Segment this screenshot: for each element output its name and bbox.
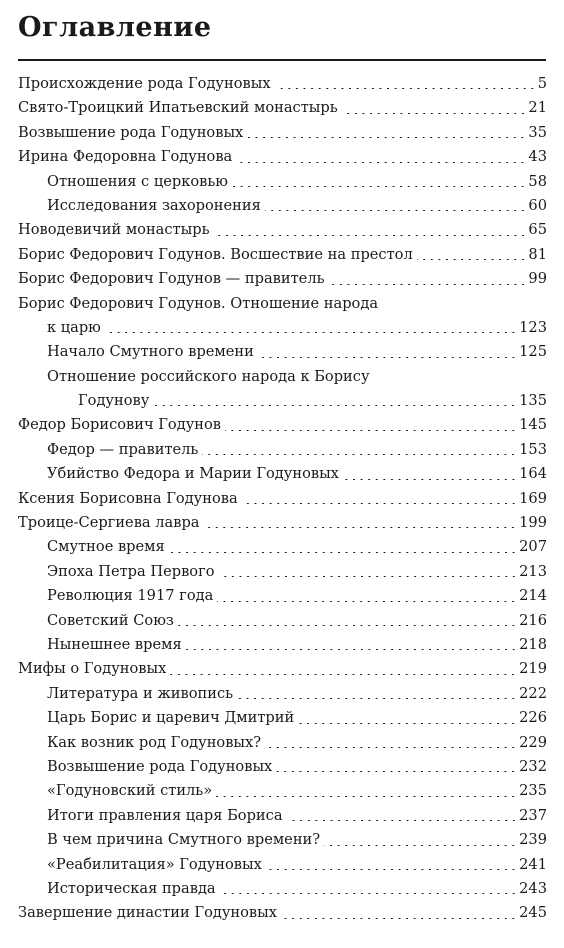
toc-entry-title: Борис Федорович Годунов. Восшествие на престол xyxy=(18,245,413,263)
toc-entry[interactable] xyxy=(18,413,547,437)
toc-subentry[interactable] xyxy=(18,535,547,559)
toc-entry[interactable] xyxy=(18,96,547,120)
dot-leader xyxy=(153,405,517,406)
toc-entry-page: 245 xyxy=(519,904,547,922)
dot-leader xyxy=(202,454,517,455)
toc-entry-title: Убийство Федора и Марии Годуновых xyxy=(47,465,339,483)
toc-entry-title: Возвышение рода Годуновых xyxy=(18,123,244,141)
toc-entry-page: 21 xyxy=(528,99,547,117)
toc-subentry[interactable] xyxy=(18,633,547,657)
toc-subentry[interactable] xyxy=(18,804,547,828)
dot-leader xyxy=(216,796,517,797)
toc-entry-page: 207 xyxy=(519,538,547,556)
toc-subentry[interactable] xyxy=(18,194,547,218)
dot-leader xyxy=(417,259,527,260)
dot-leader xyxy=(266,869,517,870)
toc-entry-title: Эпоха Петра Первого xyxy=(47,562,215,580)
toc-entry-page: 218 xyxy=(519,635,547,653)
dot-leader xyxy=(237,698,517,699)
toc-entry-title: Свято-Троицкий Ипатьевский монастырь xyxy=(18,99,338,117)
toc-entry-page: 199 xyxy=(519,514,547,532)
toc-subentry[interactable] xyxy=(18,584,547,608)
toc-entry-title: Советский Союз xyxy=(47,611,174,629)
dot-leader xyxy=(275,88,536,89)
toc-entry-page: 43 xyxy=(528,148,547,166)
dot-leader xyxy=(258,357,517,358)
toc-entry-title: Начало Смутного времени xyxy=(47,343,254,361)
dot-leader xyxy=(232,186,526,187)
toc-subentry[interactable] xyxy=(18,731,547,755)
toc-entry[interactable] xyxy=(18,657,547,681)
toc-entry-title: В чем причина Смутного времени? xyxy=(47,831,321,849)
dot-leader xyxy=(170,674,517,675)
toc-entry-title: Федор — правитель xyxy=(47,440,199,458)
toc-entry-title: Происхождение рода Годуновых xyxy=(18,75,271,92)
toc-subentry[interactable] xyxy=(18,779,547,803)
dot-leader xyxy=(169,552,517,553)
dot-leader xyxy=(236,162,526,163)
toc-entry-page: 226 xyxy=(519,709,547,727)
toc-entry-page: 65 xyxy=(528,221,547,239)
dot-leader xyxy=(178,625,517,626)
toc-entry[interactable] xyxy=(18,218,547,242)
toc-entry[interactable] xyxy=(18,121,547,145)
title-rule xyxy=(18,59,546,61)
toc-entry-title: Троице-Сергиева лавра xyxy=(18,514,200,532)
dot-leader xyxy=(298,723,517,724)
toc-entry-title: «Реабилитация» Годуновых xyxy=(47,855,262,873)
toc-entry-page: 99 xyxy=(528,270,547,288)
toc-entry-page: 145 xyxy=(519,416,547,434)
toc-entry-title: Как возник род Годуновых? xyxy=(47,733,262,751)
dot-leader xyxy=(225,430,517,431)
toc-entry-page: 213 xyxy=(519,562,547,580)
toc-subentry[interactable] xyxy=(18,877,547,901)
toc-entry-page: 58 xyxy=(528,172,547,190)
toc-entry-page: 237 xyxy=(519,806,547,824)
dot-leader xyxy=(265,747,517,748)
dot-leader xyxy=(219,576,518,577)
toc-entry-title: Революция 1917 года xyxy=(47,587,214,605)
toc-entry-title: Ксения Борисовна Годунова xyxy=(18,489,238,507)
toc-entry-page: 35 xyxy=(528,123,547,141)
toc-entry-title: Федор Борисович Годунов xyxy=(18,416,222,434)
toc-entry[interactable] xyxy=(18,487,547,511)
page-title: Оглавление xyxy=(18,12,212,43)
toc-subentry[interactable] xyxy=(18,609,547,633)
toc-entry[interactable] xyxy=(18,145,547,169)
toc-entry-title: Литература и живопись xyxy=(47,684,234,702)
toc-entry-title-continuation: к царю xyxy=(47,318,101,336)
dot-leader xyxy=(105,332,517,333)
toc-entry-title: Царь Борис и царевич Дмитрий xyxy=(47,709,295,727)
toc-entry-title: Возвышение рода Годуновых xyxy=(47,757,273,775)
toc-entry-page: 169 xyxy=(519,489,547,507)
toc-entry[interactable] xyxy=(18,72,547,96)
toc-entry-continuation[interactable] xyxy=(18,316,547,340)
toc-entry-page: 5 xyxy=(537,75,547,92)
dot-leader xyxy=(281,918,517,919)
toc-entry-page: 241 xyxy=(519,855,547,873)
toc-subentry-continuation[interactable] xyxy=(18,389,547,413)
toc-entry-page: 219 xyxy=(519,660,547,678)
toc-entry-title: Отношения с церковью xyxy=(47,172,229,190)
toc-entry[interactable] xyxy=(18,511,547,535)
toc-entry-page: 125 xyxy=(519,343,547,361)
toc-entry-page: 81 xyxy=(528,245,547,263)
toc-subentry[interactable] xyxy=(18,853,547,877)
toc-entry-title: Новодевичий монастырь xyxy=(18,221,210,239)
toc-entry[interactable] xyxy=(18,267,547,291)
toc-entry-page: 164 xyxy=(519,465,547,483)
dot-leader xyxy=(265,210,527,211)
toc-entry-title: Историческая правда xyxy=(47,879,216,897)
toc-subentry[interactable] xyxy=(18,706,547,730)
dot-leader xyxy=(247,137,526,138)
toc-entry-page: 123 xyxy=(519,318,547,336)
toc-entry-title-first-line[interactable]: Борис Федорович Годунов. Отношение народа xyxy=(18,294,379,312)
toc-entry-page: 216 xyxy=(519,611,547,629)
toc-subentry[interactable] xyxy=(18,438,547,462)
toc-entry-title: «Годуновский стиль» xyxy=(47,782,213,800)
toc-entry-page: 243 xyxy=(519,879,547,897)
toc-entry-page: 235 xyxy=(519,782,547,800)
dot-leader xyxy=(203,527,517,528)
toc-entry-page: 214 xyxy=(519,587,547,605)
toc-entry-page: 232 xyxy=(519,757,547,775)
dot-leader xyxy=(220,893,518,894)
toc-entry-title: Завершение династии Годуновых xyxy=(18,904,277,922)
dot-leader xyxy=(242,503,517,504)
toc-entry-page: 239 xyxy=(519,831,547,849)
toc-entry-page: 222 xyxy=(519,684,547,702)
toc-subentry[interactable] xyxy=(18,828,547,852)
toc-entry-page: 229 xyxy=(519,733,547,751)
toc-entry-title-continuation: Годунову xyxy=(78,392,150,410)
toc-subentry[interactable] xyxy=(18,682,547,706)
toc-entry[interactable] xyxy=(18,243,547,267)
toc-subentry[interactable] xyxy=(18,560,547,584)
toc-entry-page: 153 xyxy=(519,440,547,458)
toc-subentry-title-first-line[interactable]: Отношение российского народа к Борису xyxy=(47,367,370,385)
toc-entry-title: Итоги правления царя Бориса xyxy=(47,806,283,824)
dot-leader xyxy=(342,113,527,114)
dot-leader xyxy=(186,649,517,650)
toc-entry-title: Ирина Федоровна Годунова xyxy=(18,148,233,166)
dot-leader xyxy=(329,284,527,285)
toc-subentry[interactable] xyxy=(18,170,547,194)
dot-leader xyxy=(217,601,517,602)
toc-entry-page: 60 xyxy=(528,196,547,214)
toc-entry-title: Исследования захоронения xyxy=(47,196,261,214)
table-of-contents xyxy=(18,72,547,926)
toc-entry[interactable] xyxy=(18,901,547,925)
dot-leader xyxy=(276,771,517,772)
toc-subentry[interactable] xyxy=(18,462,547,486)
toc-entry-page: 135 xyxy=(519,392,547,410)
toc-entry-title: Нынешнее время xyxy=(47,635,182,653)
toc-subentry[interactable] xyxy=(18,755,547,779)
dot-leader xyxy=(324,845,517,846)
toc-entry-title: Борис Федорович Годунов — правитель xyxy=(18,270,325,288)
dot-leader xyxy=(287,820,518,821)
toc-subentry[interactable] xyxy=(18,340,547,364)
dot-leader xyxy=(343,479,517,480)
dot-leader xyxy=(214,235,527,236)
toc-entry-title: Смутное время xyxy=(47,538,165,556)
toc-entry-title: Мифы о Годуновых xyxy=(18,660,167,678)
